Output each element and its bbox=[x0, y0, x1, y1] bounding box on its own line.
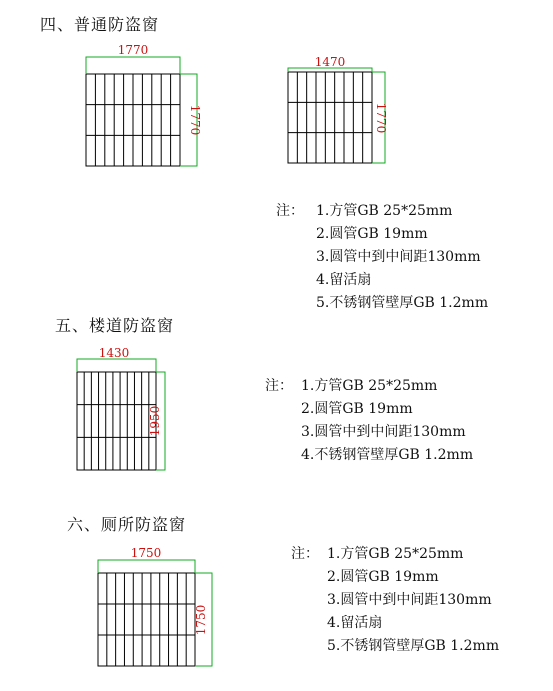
stairwell-window-bars bbox=[77, 372, 156, 470]
window-a-bars bbox=[86, 74, 180, 166]
window-b-width-label: 1470 bbox=[314, 55, 346, 69]
stairwell-window-drawing bbox=[77, 346, 165, 470]
window-b-frame bbox=[288, 72, 372, 163]
stairwell-height-label: 1950 bbox=[148, 405, 162, 437]
note-item: 2.圆管GB 19mm bbox=[316, 226, 428, 242]
window-a-width-label: 1770 bbox=[117, 43, 149, 57]
note-prefix: 注： bbox=[291, 546, 319, 562]
section-4-notes bbox=[276, 200, 488, 315]
bathroom-window-bars bbox=[98, 573, 195, 666]
window-b-height-label: 1770 bbox=[374, 102, 388, 134]
bathroom-window-frame bbox=[98, 573, 195, 666]
note-item: 3.圆管中到中间距130mm bbox=[327, 592, 492, 608]
note-item: 3.圆管中到中间距130mm bbox=[316, 249, 481, 265]
note-item: 1.方管GB 25*25mm bbox=[316, 203, 453, 219]
section-4-title: 四、普通防盗窗 bbox=[40, 15, 160, 34]
note-item: 2.圆管GB 19mm bbox=[301, 401, 413, 417]
window-b-drawing bbox=[288, 55, 388, 163]
stairwell-window-frame bbox=[77, 372, 156, 470]
note-item: 3.圆管中到中间距130mm bbox=[301, 424, 466, 440]
section-6-notes bbox=[291, 543, 499, 658]
window-b-bars bbox=[288, 72, 372, 163]
window-a-drawing bbox=[86, 43, 202, 166]
note-item: 5.不锈钢管壁厚GB 1.2mm bbox=[316, 295, 489, 311]
note-item: 1.方管GB 25*25mm bbox=[301, 378, 438, 394]
section-5-notes bbox=[265, 375, 473, 467]
stairwell-width-label: 1430 bbox=[98, 346, 130, 360]
note-item: 4.不锈钢管壁厚GB 1.2mm bbox=[301, 447, 474, 463]
section-5-title: 五、楼道防盗窗 bbox=[55, 316, 175, 335]
note-prefix: 注： bbox=[265, 378, 293, 394]
bathroom-width-label: 1750 bbox=[130, 546, 162, 560]
note-item: 5.不锈钢管壁厚GB 1.2mm bbox=[327, 638, 500, 654]
window-a-width-dimension-line bbox=[86, 57, 180, 74]
note-item: 2.圆管GB 19mm bbox=[327, 569, 439, 585]
stairwell-width-dimension-line bbox=[77, 359, 156, 372]
note-prefix: 注： bbox=[276, 203, 304, 219]
bathroom-window-drawing bbox=[98, 546, 212, 666]
section-6-title: 六、厕所防盗窗 bbox=[67, 515, 187, 534]
note-item: 1.方管GB 25*25mm bbox=[327, 546, 464, 562]
bathroom-width-dimension-line bbox=[98, 560, 195, 573]
note-item: 4.留活扇 bbox=[316, 272, 372, 288]
window-a-height-label: 1770 bbox=[188, 104, 202, 136]
note-item: 4.留活扇 bbox=[327, 615, 383, 631]
bathroom-height-label: 1750 bbox=[194, 604, 208, 636]
